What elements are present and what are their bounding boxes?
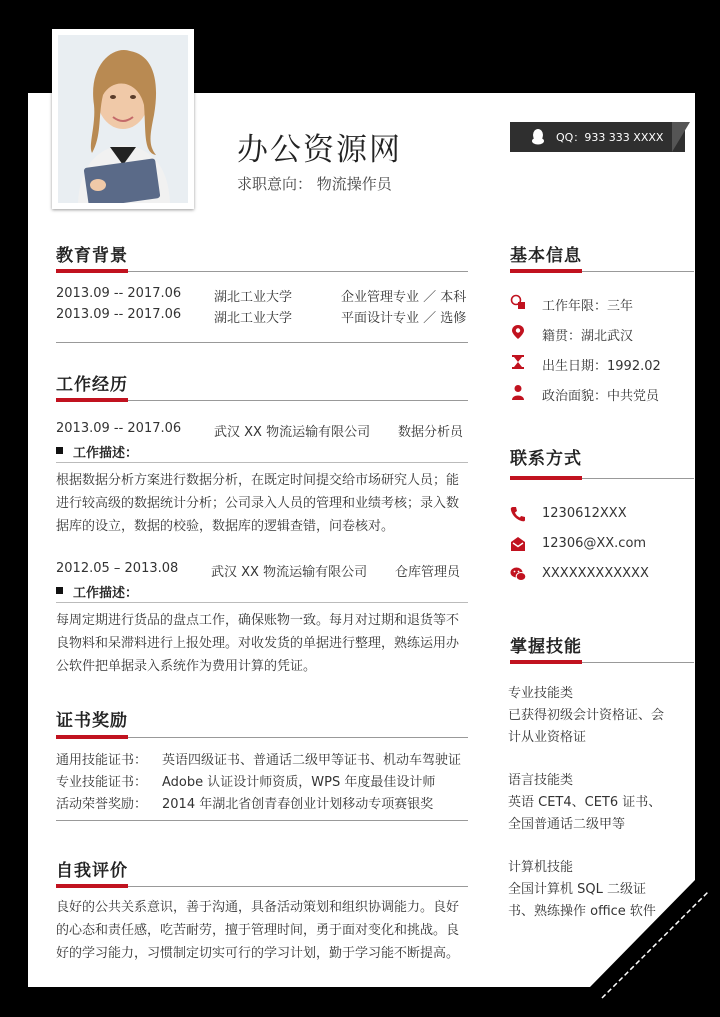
hourglass-icon	[510, 354, 526, 370]
work-title: 工作经历	[56, 375, 128, 395]
email-icon	[510, 536, 526, 552]
basic-birthdate: 出生日期：1992.02	[542, 359, 661, 374]
skill-group-line: 全国计算机 SQL 二级证	[508, 882, 646, 897]
job2-description	[56, 609, 476, 678]
job1-description	[56, 469, 476, 538]
wechat-icon	[510, 566, 526, 582]
job2-desc-line: 公软件把单据录入系统作为费用计算的凭证。	[56, 659, 317, 674]
skill-group-line: 英语 CET4、CET6 证书、	[508, 795, 662, 810]
self-line: 好的学习能力，习惯制定切实可行的学习计划，勤于学习能不断提高。	[56, 946, 460, 961]
location-pin-icon	[510, 324, 526, 340]
cert-value-2: Adobe 认证设计师资质，WPS 年度最佳设计师	[162, 775, 436, 790]
job1-bullet	[56, 447, 63, 454]
job1-desc-line: 根据数据分析方案进行数据分析，在既定时间提交给市场研究人员；能	[56, 473, 460, 488]
job2-desc-line: 每周定期进行货品的盘点工作，确保账物一致。每月对过期和退货等不	[56, 613, 460, 628]
job1-desc-line: 进行较高级的数据统计分析；公司录入人员的管理和业绩考核；录入数	[56, 496, 460, 511]
self-line: 良好的公共关系意识，善于沟通，具备活动策划和组织协调能力。良好	[56, 900, 460, 915]
profile-photo	[52, 29, 194, 209]
job2-desc-label: 工作描述：	[73, 586, 139, 601]
qq-banner	[510, 122, 685, 152]
job2-date: 2012.05 – 2013.08	[56, 561, 179, 576]
job1-date: 2013.09 -- 2017.06	[56, 421, 182, 436]
basic-hometown: 籍贯：湖北武汉	[542, 329, 634, 344]
qq-banner-tail	[672, 122, 690, 152]
self-title: 自我评价	[56, 861, 128, 881]
certs-bottom-line	[56, 820, 468, 821]
skills-title: 掌握技能	[510, 637, 582, 657]
job2-line	[56, 602, 468, 603]
cert-label-2: 专业技能证书：	[56, 775, 148, 790]
skill-group-line: 全国普通话二级甲等	[508, 817, 626, 832]
basic-work-years: 工作年限：三年	[542, 299, 634, 314]
skill-group-line: 书、熟练操作 office 软件	[508, 904, 656, 919]
skill-group-name: 计算机技能	[508, 860, 574, 875]
skill-group-line: 已获得初级会计资格证、会	[508, 708, 665, 723]
contact-title: 联系方式	[510, 449, 582, 469]
job1-desc-label: 工作描述：	[73, 446, 139, 461]
skills-accent	[510, 660, 582, 664]
cert-label-1: 通用技能证书：	[56, 753, 148, 768]
candidate-name: 办公资源网	[237, 132, 402, 168]
certs-accent	[56, 735, 128, 739]
contact-wechat: XXXXXXXXXXXX	[542, 566, 649, 581]
phone-icon	[510, 506, 526, 522]
job2-role: 仓库管理员	[395, 565, 461, 580]
work-years-icon	[510, 294, 526, 310]
basic-political: 政治面貌：中共党员	[542, 389, 660, 404]
corner-stripe-decoration	[590, 880, 720, 1017]
edu-school-1: 湖北工业大学	[214, 290, 293, 305]
qq-number: QQ：933 333 XXXX	[556, 131, 664, 144]
contact-accent	[510, 476, 582, 480]
self-accent	[56, 884, 128, 888]
cert-label-3: 活动荣誉奖励：	[56, 797, 148, 812]
basic-accent	[510, 269, 582, 273]
job2-bullet	[56, 587, 63, 594]
qq-penguin-icon	[528, 127, 548, 147]
skill-group-name: 专业技能类	[508, 686, 574, 701]
edu-date-2: 2013.09 -- 2017.06	[56, 307, 182, 322]
job1-desc-line: 据库的设立，数据的校验，数据库的逻辑查错，问卷核对。	[56, 519, 395, 534]
person-icon	[510, 384, 526, 400]
basic-title: 基本信息	[510, 246, 582, 266]
contact-email: 12306@XX.com	[542, 536, 647, 551]
edu-major-2: 平面设计专业 ／ 选修	[341, 311, 467, 326]
work-accent	[56, 398, 128, 402]
edu-date-1: 2013.09 -- 2017.06	[56, 286, 182, 301]
job1-role: 数据分析员	[398, 425, 464, 440]
edu-major-1: 企业管理专业 ／ 本科	[341, 290, 467, 305]
education-bottom-line	[56, 342, 468, 343]
cert-value-1: 英语四级证书、普通话二级甲等证书、机动车驾驶证	[162, 753, 462, 768]
self-line: 的心态和责任感，吃苦耐劳，擅于管理时间，勇于面对变化和挑战。良	[56, 923, 460, 938]
job2-desc-line: 良物料和呆滞料进行上报处理。对收发货的单据进行整理，熟练运用办	[56, 636, 460, 651]
skill-group-name: 语言技能类	[508, 773, 574, 788]
self-evaluation-text	[56, 896, 476, 965]
job-intent: 求职意向： 物流操作员	[237, 175, 392, 193]
education-accent	[56, 269, 128, 273]
education-title: 教育背景	[56, 246, 128, 266]
contact-phone: 1230612XXX	[542, 506, 627, 521]
cert-value-3: 2014 年湖北省创青春创业计划移动专项赛银奖	[162, 797, 434, 812]
job2-company: 武汉 XX 物流运输有限公司	[211, 565, 368, 580]
certs-title: 证书奖励	[56, 711, 128, 731]
skill-group-line: 计从业资格证	[508, 730, 587, 745]
job1-company: 武汉 XX 物流运输有限公司	[214, 425, 371, 440]
edu-school-2: 湖北工业大学	[214, 311, 293, 326]
job1-line	[56, 462, 468, 463]
